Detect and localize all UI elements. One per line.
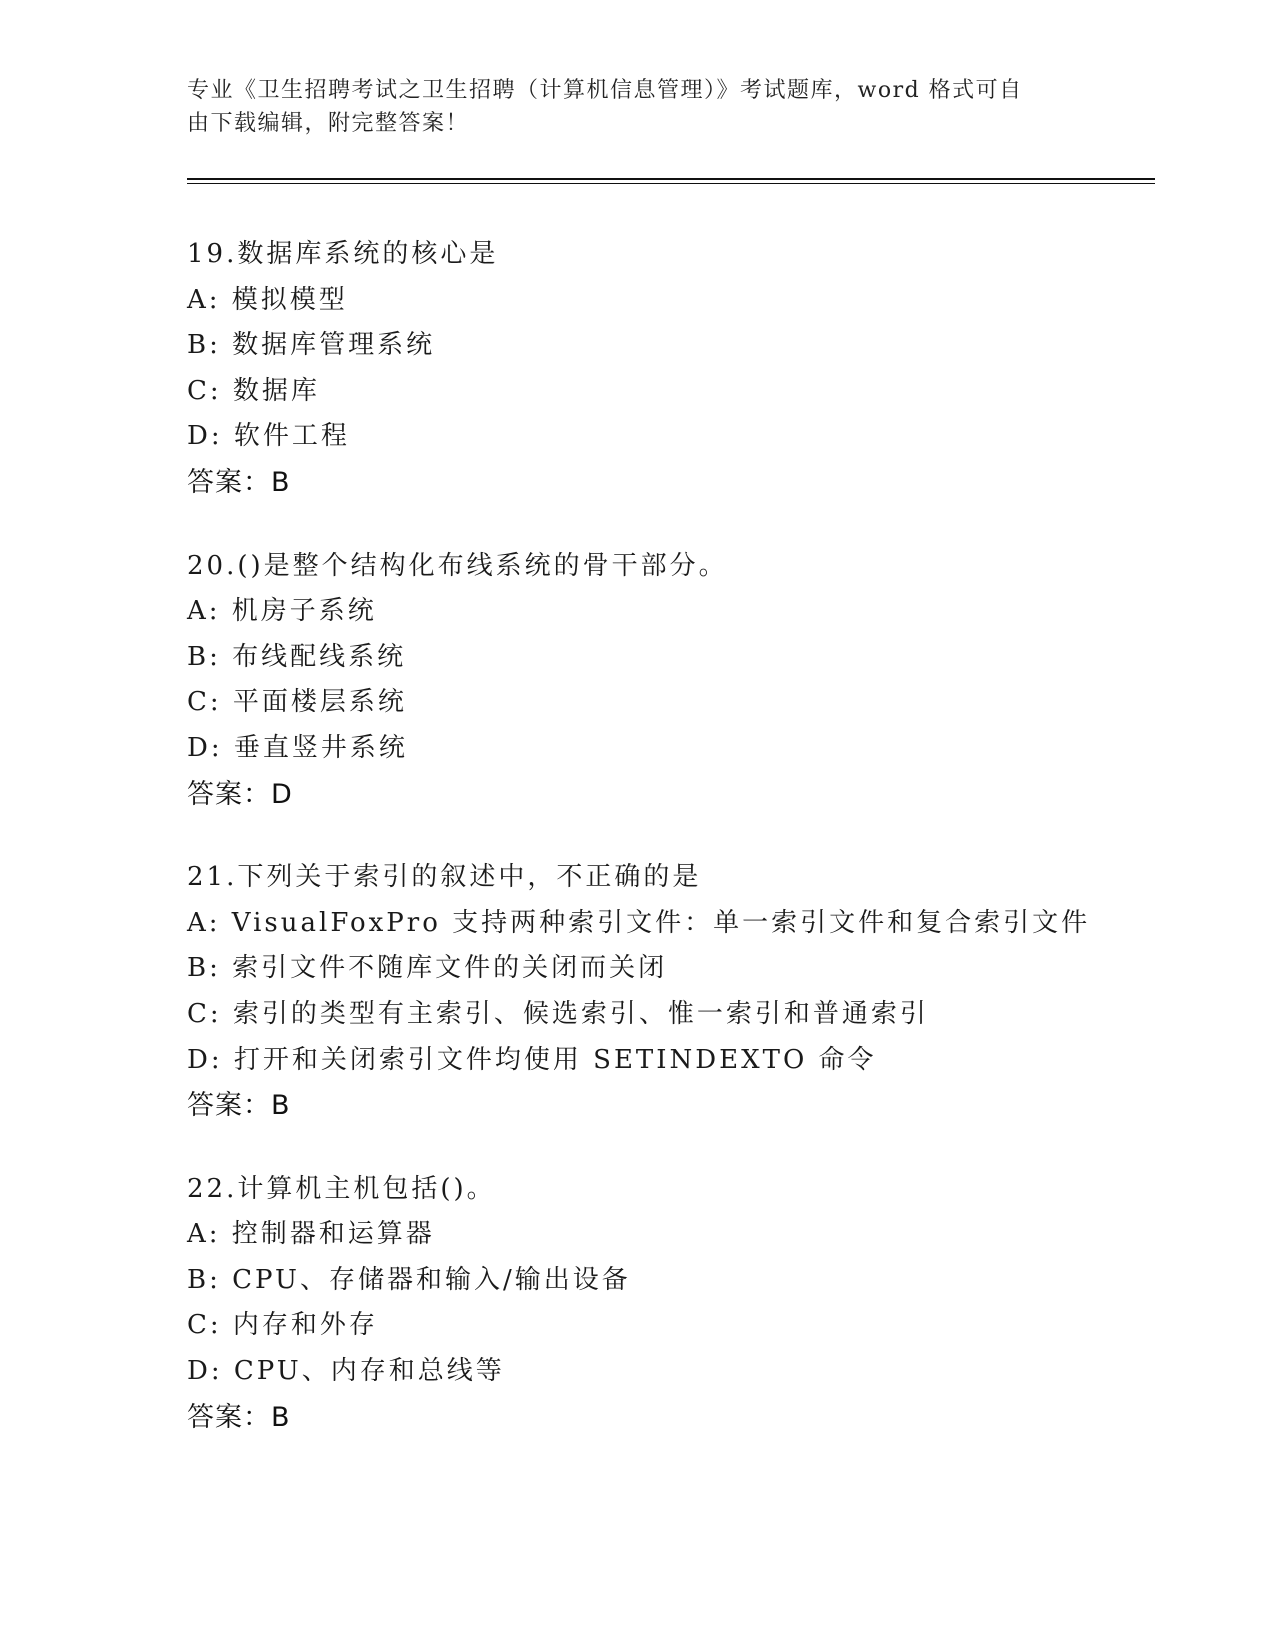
option-c: C: 索引的类型有主索引、候选索引、惟一索引和普通索引 bbox=[187, 998, 929, 1029]
header-divider-thick bbox=[187, 178, 1155, 180]
option-d: D: 打开和关闭索引文件均使用 SETINDEXTO 命令 bbox=[187, 1044, 877, 1075]
document-header bbox=[187, 74, 1067, 140]
option-b: B: 数据库管理系统 bbox=[187, 330, 436, 361]
option-c: C: 平面楼层系统 bbox=[187, 687, 407, 718]
option-b: B: CPU、存储器和输入/输出设备 bbox=[187, 1264, 631, 1295]
option-c: C: 内存和外存 bbox=[187, 1310, 378, 1341]
question-title: 22.计算机主机包括()。 bbox=[187, 1173, 496, 1204]
answer: 答案：D bbox=[187, 778, 293, 810]
answer: 答案：B bbox=[187, 1090, 291, 1122]
option-a: A: 模拟模型 bbox=[187, 284, 348, 315]
question-20 bbox=[187, 544, 1167, 818]
option-a: A: 机房子系统 bbox=[187, 596, 377, 627]
answer: 答案：B bbox=[187, 1401, 291, 1433]
option-b: B: 布线配线系统 bbox=[187, 641, 407, 672]
question-list bbox=[187, 232, 1167, 1478]
question-title: 21.下列关于索引的叙述中，不正确的是 bbox=[187, 862, 702, 893]
option-a: A: 控制器和运算器 bbox=[187, 1219, 435, 1250]
option-a: A: VisualFoxPro 支持两种索引文件：单一索引文件和复合索引文件 bbox=[187, 907, 1091, 938]
header-line-1: 专业《卫生招聘考试之卫生招聘（计算机信息管理）》考试题库，word 格式可自 bbox=[187, 78, 1023, 103]
question-22 bbox=[187, 1167, 1167, 1441]
option-d: D: 软件工程 bbox=[187, 421, 350, 452]
question-title: 19.数据库系统的核心是 bbox=[187, 239, 499, 269]
header-divider-thin bbox=[187, 183, 1155, 184]
header-line-2: 由下载编辑，附完整答案！ bbox=[187, 111, 470, 136]
question-19 bbox=[187, 232, 1167, 506]
option-b: B: 索引文件不随库文件的关闭而关闭 bbox=[187, 953, 668, 984]
answer: 答案：B bbox=[187, 466, 291, 498]
option-d: D: CPU、内存和总线等 bbox=[187, 1356, 505, 1387]
question-title: 20.()是整个结构化布线系统的骨干部分。 bbox=[187, 550, 728, 581]
question-21 bbox=[187, 855, 1167, 1129]
option-c: C: 数据库 bbox=[187, 375, 320, 406]
option-d: D: 垂直竖井系统 bbox=[187, 732, 408, 763]
